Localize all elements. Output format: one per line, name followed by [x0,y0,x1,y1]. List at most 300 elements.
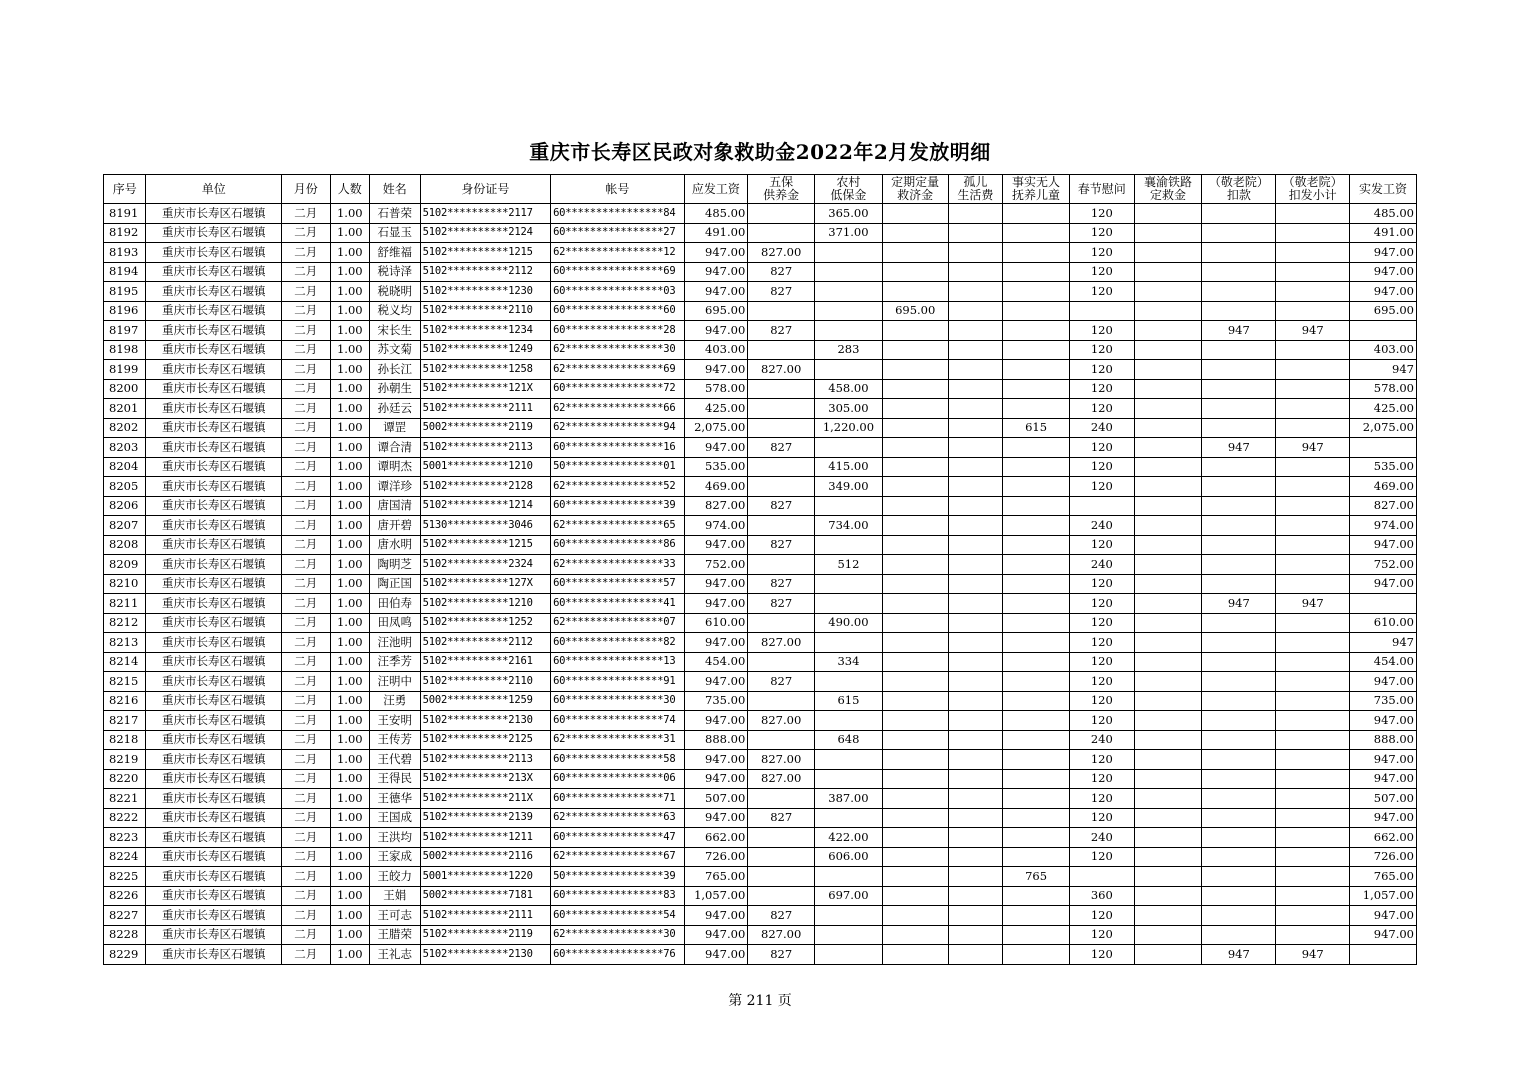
cell-account: 60****************54 [551,906,685,926]
cell-nursing-home-deduct-subtotal [1276,769,1350,789]
header-regular-relief: 定期定量 救济金 [882,175,948,204]
cell-month: 二月 [282,867,331,887]
cell-seq: 8226 [104,886,146,906]
cell-regular-relief [882,867,948,887]
cell-seq: 8199 [104,360,146,380]
cell-rural-dibao: 606.00 [815,847,883,867]
table-row [104,379,1417,399]
cell-orphan-allowance [948,360,1003,380]
cell-railway-relief [1134,672,1202,692]
cell-count: 1.00 [330,477,369,497]
cell-nursing-home-deduction [1202,243,1276,263]
cell-rural-dibao [815,321,883,341]
cell-id-number: 5102**********2139 [420,808,550,828]
cell-seq: 8206 [104,496,146,516]
cell-seq: 8209 [104,555,146,575]
cell-orphan-allowance [948,847,1003,867]
cell-unit: 重庆市长寿区石堰镇 [146,633,282,653]
cell-nursing-home-deduct-subtotal [1276,925,1350,945]
cell-name: 王安明 [370,711,421,731]
cell-account: 50****************01 [551,457,685,477]
cell-net-pay: 947.00 [1350,906,1417,926]
cell-id-number: 5102**********2112 [420,633,550,653]
cell-unsupported-child [1003,925,1070,945]
cell-name: 王娟 [370,886,421,906]
cell-wubao-support: 827 [748,945,815,965]
header-wubao-support: 五保 供养金 [748,175,815,204]
cell-gross-pay: 1,057.00 [684,886,748,906]
table-row [104,789,1417,809]
cell-nursing-home-deduct-subtotal [1276,340,1350,360]
cell-orphan-allowance [948,457,1003,477]
cell-regular-relief [882,711,948,731]
cell-orphan-allowance [948,496,1003,516]
cell-gross-pay: 765.00 [684,867,748,887]
cell-unsupported-child [1003,847,1070,867]
cell-id-number: 5002**********2119 [420,418,550,438]
cell-spring-festival: 120 [1069,613,1134,633]
cell-wubao-support [748,789,815,809]
cell-railway-relief [1134,867,1202,887]
cell-seq: 8220 [104,769,146,789]
cell-count: 1.00 [330,789,369,809]
cell-name: 孙长江 [370,360,421,380]
table-row [104,808,1417,828]
cell-wubao-support [748,867,815,887]
cell-account: 60****************57 [551,574,685,594]
cell-orphan-allowance [948,574,1003,594]
cell-unsupported-child [1003,223,1070,243]
cell-gross-pay: 947.00 [684,906,748,926]
cell-name: 谭罡 [370,418,421,438]
cell-regular-relief [882,516,948,536]
cell-gross-pay: 695.00 [684,301,748,321]
cell-month: 二月 [282,672,331,692]
cell-orphan-allowance [948,867,1003,887]
cell-regular-relief: 695.00 [882,301,948,321]
cell-spring-festival: 240 [1069,828,1134,848]
cell-nursing-home-deduct-subtotal [1276,379,1350,399]
cell-net-pay: 947.00 [1350,282,1417,302]
cell-rural-dibao [815,535,883,555]
table-row [104,847,1417,867]
cell-unsupported-child [1003,613,1070,633]
cell-seq: 8214 [104,652,146,672]
header-unsupported-child: 事实无人 抚养儿童 [1003,175,1070,204]
cell-account: 62****************30 [551,925,685,945]
cell-regular-relief [882,418,948,438]
cell-month: 二月 [282,204,331,224]
cell-seq: 8213 [104,633,146,653]
cell-name: 谭洋珍 [370,477,421,497]
cell-id-number: 5102**********2110 [420,301,550,321]
cell-name: 汪勇 [370,691,421,711]
cell-rural-dibao: 648 [815,730,883,750]
cell-nursing-home-deduct-subtotal [1276,262,1350,282]
cell-id-number: 5102**********211X [420,789,550,809]
cell-spring-festival: 120 [1069,594,1134,614]
cell-id-number: 5102**********1249 [420,340,550,360]
cell-id-number: 5102**********1230 [420,282,550,302]
cell-railway-relief [1134,594,1202,614]
cell-spring-festival: 120 [1069,769,1134,789]
cell-wubao-support: 827 [748,321,815,341]
cell-net-pay: 947.00 [1350,808,1417,828]
cell-name: 王皎力 [370,867,421,887]
cell-net-pay: 491.00 [1350,223,1417,243]
cell-gross-pay: 947.00 [684,438,748,458]
table-header [104,175,1417,204]
cell-count: 1.00 [330,945,369,965]
header-nursing-home-deduction: （敬老院） 扣款 [1202,175,1276,204]
cell-month: 二月 [282,438,331,458]
cell-rural-dibao: 615 [815,691,883,711]
cell-nursing-home-deduction [1202,204,1276,224]
cell-id-number: 5102**********2128 [420,477,550,497]
cell-month: 二月 [282,321,331,341]
cell-name: 田凤鸣 [370,613,421,633]
cell-nursing-home-deduction: 947 [1202,945,1276,965]
header-name: 姓名 [370,175,421,204]
cell-account: 60****************69 [551,262,685,282]
cell-rural-dibao [815,633,883,653]
cell-unit: 重庆市长寿区石堰镇 [146,535,282,555]
cell-orphan-allowance [948,886,1003,906]
header-nursing-home-deduct-subtotal: （敬老院） 扣发小计 [1276,175,1350,204]
cell-month: 二月 [282,886,331,906]
cell-seq: 8224 [104,847,146,867]
cell-month: 二月 [282,594,331,614]
cell-nursing-home-deduction [1202,652,1276,672]
cell-wubao-support [748,730,815,750]
cell-spring-festival: 120 [1069,750,1134,770]
table-row [104,750,1417,770]
cell-net-pay: 610.00 [1350,613,1417,633]
cell-count: 1.00 [330,906,369,926]
cell-month: 二月 [282,477,331,497]
cell-unit: 重庆市长寿区石堰镇 [146,574,282,594]
cell-rural-dibao [815,711,883,731]
cell-account: 62****************69 [551,360,685,380]
cell-rural-dibao: 365.00 [815,204,883,224]
cell-name: 税诗泽 [370,262,421,282]
cell-spring-festival: 120 [1069,633,1134,653]
cell-count: 1.00 [330,438,369,458]
header-count: 人数 [330,175,369,204]
header-net-pay: 实发工资 [1350,175,1417,204]
cell-id-number: 5102**********2124 [420,223,550,243]
cell-month: 二月 [282,379,331,399]
cell-seq: 8197 [104,321,146,341]
cell-spring-festival: 120 [1069,925,1134,945]
cell-net-pay: 947.00 [1350,925,1417,945]
cell-id-number: 5102**********1210 [420,594,550,614]
cell-name: 王洪均 [370,828,421,848]
cell-nursing-home-deduct-subtotal [1276,711,1350,731]
cell-name: 宋长生 [370,321,421,341]
cell-month: 二月 [282,945,331,965]
cell-orphan-allowance [948,633,1003,653]
cell-net-pay: 827.00 [1350,496,1417,516]
cell-unit: 重庆市长寿区石堰镇 [146,262,282,282]
cell-regular-relief [882,808,948,828]
cell-regular-relief [882,886,948,906]
cell-name: 孙廷云 [370,399,421,419]
cell-id-number: 5102**********2113 [420,750,550,770]
cell-rural-dibao [815,672,883,692]
cell-nursing-home-deduction [1202,301,1276,321]
cell-month: 二月 [282,535,331,555]
cell-net-pay [1350,594,1417,614]
cell-regular-relief [882,340,948,360]
cell-gross-pay: 735.00 [684,691,748,711]
cell-name: 唐国清 [370,496,421,516]
cell-unsupported-child [1003,379,1070,399]
cell-orphan-allowance [948,262,1003,282]
cell-seq: 8218 [104,730,146,750]
table-row [104,652,1417,672]
cell-rural-dibao: 1,220.00 [815,418,883,438]
cell-unit: 重庆市长寿区石堰镇 [146,886,282,906]
cell-railway-relief [1134,379,1202,399]
cell-orphan-allowance [948,750,1003,770]
cell-spring-festival: 120 [1069,223,1134,243]
cell-railway-relief [1134,360,1202,380]
table-row [104,340,1417,360]
cell-name: 田伯寿 [370,594,421,614]
cell-unit: 重庆市长寿区石堰镇 [146,711,282,731]
table-row [104,438,1417,458]
cell-unsupported-child [1003,672,1070,692]
cell-unit: 重庆市长寿区石堰镇 [146,477,282,497]
cell-nursing-home-deduction [1202,223,1276,243]
cell-month: 二月 [282,808,331,828]
cell-rural-dibao: 422.00 [815,828,883,848]
cell-unit: 重庆市长寿区石堰镇 [146,594,282,614]
cell-count: 1.00 [330,867,369,887]
cell-seq: 8210 [104,574,146,594]
cell-nursing-home-deduction [1202,672,1276,692]
cell-regular-relief [882,321,948,341]
cell-spring-festival: 360 [1069,886,1134,906]
cell-name: 唐开碧 [370,516,421,536]
cell-nursing-home-deduct-subtotal [1276,652,1350,672]
cell-nursing-home-deduction [1202,711,1276,731]
cell-gross-pay: 947.00 [684,808,748,828]
cell-count: 1.00 [330,808,369,828]
cell-regular-relief [882,243,948,263]
cell-net-pay: 578.00 [1350,379,1417,399]
cell-nursing-home-deduct-subtotal [1276,672,1350,692]
cell-orphan-allowance [948,204,1003,224]
cell-unsupported-child [1003,360,1070,380]
header-id-number: 身份证号 [420,175,550,204]
cell-railway-relief [1134,223,1202,243]
cell-spring-festival: 120 [1069,652,1134,672]
cell-rural-dibao: 349.00 [815,477,883,497]
cell-nursing-home-deduct-subtotal [1276,496,1350,516]
table-row [104,321,1417,341]
table-row [104,204,1417,224]
cell-net-pay: 947 [1350,633,1417,653]
cell-rural-dibao: 334 [815,652,883,672]
cell-unsupported-child [1003,438,1070,458]
cell-spring-festival: 120 [1069,535,1134,555]
cell-net-pay: 752.00 [1350,555,1417,575]
cell-orphan-allowance [948,691,1003,711]
cell-wubao-support [748,886,815,906]
cell-account: 60****************39 [551,496,685,516]
cell-name: 王传芳 [370,730,421,750]
cell-net-pay: 726.00 [1350,847,1417,867]
cell-month: 二月 [282,652,331,672]
cell-wubao-support: 827 [748,594,815,614]
cell-net-pay [1350,438,1417,458]
cell-count: 1.00 [330,301,369,321]
cell-orphan-allowance [948,925,1003,945]
cell-id-number: 5102**********2130 [420,711,550,731]
page-number: 第 211 页 [728,993,792,1009]
cell-railway-relief [1134,906,1202,926]
cell-account: 62****************33 [551,555,685,575]
cell-regular-relief [882,691,948,711]
cell-spring-festival: 120 [1069,360,1134,380]
cell-nursing-home-deduct-subtotal [1276,418,1350,438]
cell-nursing-home-deduct-subtotal [1276,301,1350,321]
cell-rural-dibao: 371.00 [815,223,883,243]
cell-wubao-support: 827.00 [748,925,815,945]
cell-nursing-home-deduct-subtotal [1276,457,1350,477]
cell-unsupported-child [1003,633,1070,653]
cell-month: 二月 [282,828,331,848]
cell-month: 二月 [282,496,331,516]
cell-unit: 重庆市长寿区石堰镇 [146,243,282,263]
cell-nursing-home-deduction: 947 [1202,594,1276,614]
cell-spring-festival: 120 [1069,379,1134,399]
cell-railway-relief [1134,496,1202,516]
cell-railway-relief [1134,204,1202,224]
cell-gross-pay: 947.00 [684,945,748,965]
cell-wubao-support [748,516,815,536]
cell-seq: 8208 [104,535,146,555]
cell-rural-dibao [815,574,883,594]
cell-regular-relief [882,652,948,672]
cell-unsupported-child [1003,574,1070,594]
cell-gross-pay: 947.00 [684,321,748,341]
cell-unit: 重庆市长寿区石堰镇 [146,223,282,243]
table-row [104,769,1417,789]
cell-net-pay: 469.00 [1350,477,1417,497]
cell-seq: 8228 [104,925,146,945]
cell-nursing-home-deduct-subtotal [1276,750,1350,770]
cell-account: 60****************60 [551,301,685,321]
table-row [104,418,1417,438]
cell-account: 62****************30 [551,340,685,360]
cell-seq: 8204 [104,457,146,477]
cell-nursing-home-deduction [1202,574,1276,594]
cell-id-number: 5102**********2110 [420,672,550,692]
cell-seq: 8217 [104,711,146,731]
cell-net-pay: 947.00 [1350,574,1417,594]
cell-spring-festival: 120 [1069,321,1134,341]
table-row [104,672,1417,692]
cell-regular-relief [882,223,948,243]
cell-rural-dibao: 415.00 [815,457,883,477]
cell-railway-relief [1134,925,1202,945]
cell-gross-pay: 403.00 [684,340,748,360]
table-body [104,204,1417,965]
cell-id-number: 5002**********2116 [420,847,550,867]
cell-unsupported-child [1003,262,1070,282]
cell-orphan-allowance [948,243,1003,263]
cell-nursing-home-deduct-subtotal: 947 [1276,945,1350,965]
cell-unit: 重庆市长寿区石堰镇 [146,925,282,945]
cell-wubao-support [748,652,815,672]
cell-nursing-home-deduct-subtotal [1276,730,1350,750]
cell-net-pay: 888.00 [1350,730,1417,750]
cell-name: 税晓明 [370,282,421,302]
cell-orphan-allowance [948,769,1003,789]
cell-gross-pay: 454.00 [684,652,748,672]
cell-seq: 8222 [104,808,146,828]
cell-count: 1.00 [330,652,369,672]
cell-unsupported-child [1003,750,1070,770]
cell-rural-dibao [815,906,883,926]
cell-net-pay: 947.00 [1350,262,1417,282]
cell-account: 60****************72 [551,379,685,399]
cell-wubao-support [748,457,815,477]
cell-name: 汪明中 [370,672,421,692]
cell-count: 1.00 [330,457,369,477]
cell-count: 1.00 [330,633,369,653]
cell-orphan-allowance [948,418,1003,438]
cell-rural-dibao [815,438,883,458]
cell-rural-dibao [815,945,883,965]
cell-month: 二月 [282,262,331,282]
cell-regular-relief [882,945,948,965]
cell-unsupported-child [1003,477,1070,497]
table-row [104,496,1417,516]
cell-seq: 8223 [104,828,146,848]
cell-unit: 重庆市长寿区石堰镇 [146,340,282,360]
cell-regular-relief [882,789,948,809]
cell-unsupported-child [1003,886,1070,906]
cell-count: 1.00 [330,418,369,438]
cell-account: 62****************67 [551,847,685,867]
cell-seq: 8229 [104,945,146,965]
cell-name: 王国成 [370,808,421,828]
cell-account: 62****************12 [551,243,685,263]
cell-net-pay: 2,075.00 [1350,418,1417,438]
table-row [104,477,1417,497]
cell-unit: 重庆市长寿区石堰镇 [146,438,282,458]
cell-net-pay: 1,057.00 [1350,886,1417,906]
cell-account: 60****************28 [551,321,685,341]
cell-id-number: 5102**********1252 [420,613,550,633]
cell-nursing-home-deduct-subtotal [1276,613,1350,633]
cell-wubao-support [748,691,815,711]
cell-regular-relief [882,438,948,458]
cell-railway-relief [1134,613,1202,633]
cell-nursing-home-deduction [1202,789,1276,809]
cell-rural-dibao [815,243,883,263]
cell-nursing-home-deduction [1202,262,1276,282]
cell-regular-relief [882,769,948,789]
cell-gross-pay: 827.00 [684,496,748,516]
table-row [104,574,1417,594]
cell-railway-relief [1134,399,1202,419]
cell-count: 1.00 [330,243,369,263]
